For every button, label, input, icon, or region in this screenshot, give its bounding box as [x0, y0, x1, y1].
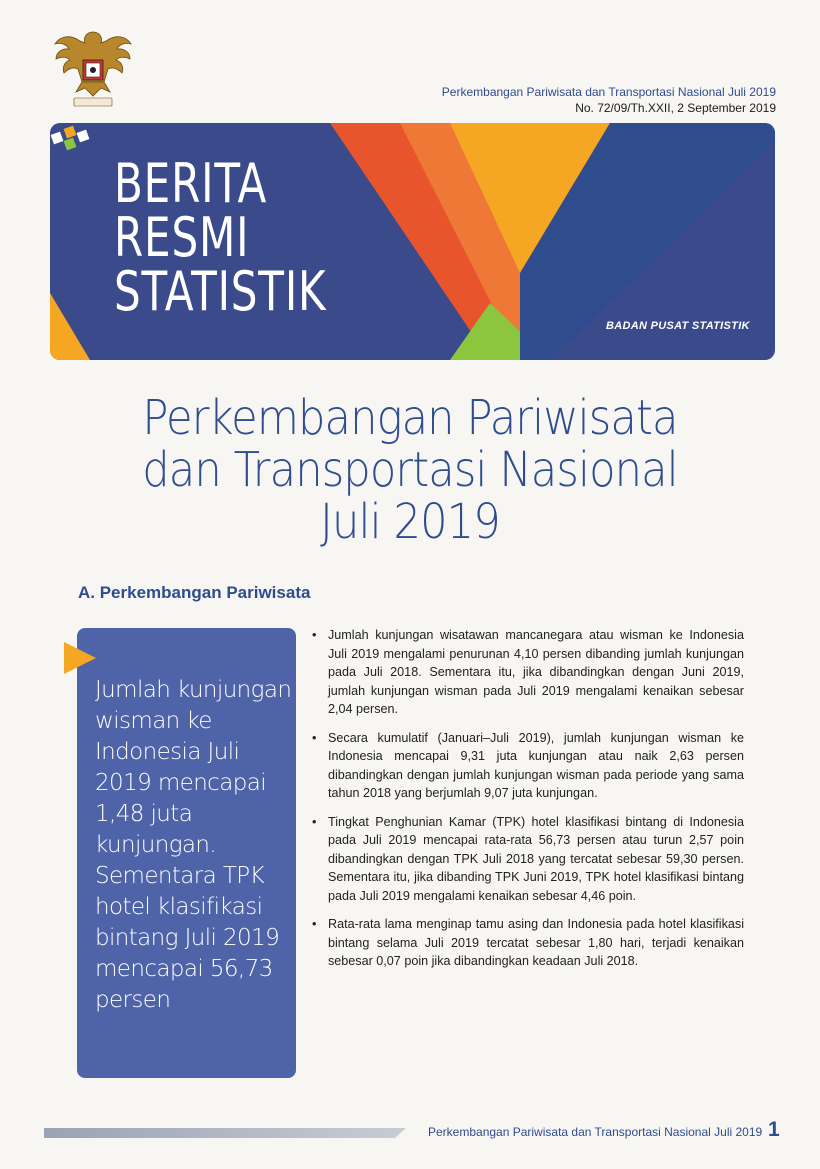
- bullet-text: Tingkat Penghunian Kamar (TPK) hotel klasifikasi bintang di Indonesia pada Juli 2019 mencapai rata-rata 56,73 persen atau turun 2,57 poin dibandingkan dengan TPK Juli 2018 yang tercatat sebesar 59,30 persen. Sementara itu, jika dibanding TPK Juni 2019, TPK hotel klasifikasi bintang pada Juli 2019 mengalami kenaikan sebesar 4,46 poin.: [328, 814, 744, 903]
- header-publication: Perkembangan Pariwisata dan Transportasi Nasional Juli 2019: [441, 85, 776, 99]
- bullet-item: [312, 626, 744, 719]
- bullet-list: [312, 626, 744, 981]
- banner-title: [114, 152, 327, 323]
- garuda-emblem-icon: [52, 26, 134, 110]
- bps-agency-name: BADAN PUSAT STATISTIK: [606, 320, 750, 332]
- banner-line: STATISTIK: [114, 260, 327, 323]
- page-title: [0, 392, 820, 548]
- banner-line: RESMI: [114, 206, 250, 269]
- bullet-item: [312, 813, 744, 906]
- brs-banner: [50, 123, 775, 360]
- title-line: Perkembangan Pariwisata: [142, 390, 678, 446]
- bps-logo-icon: [50, 123, 92, 153]
- header-number-date: No. 72/09/Th.XXII, 2 September 2019: [575, 101, 776, 115]
- title-line: Juli 2019: [320, 494, 500, 550]
- bullet-dot-icon: •: [312, 628, 317, 642]
- section-heading: A. Perkembangan Pariwisata: [78, 583, 311, 602]
- bullet-text: Rata-rata lama menginap tamu asing dan Indonesia pada hotel klasifikasi bintang selama Juli 2019 tercatat sebesar 1,80 hari, terjadi kenaikan sebesar 0,07 poin jika dibandingkan keadaan Juli 2018.: [328, 917, 744, 968]
- bullet-text: Secara kumulatif (Januari–Juli 2019), jumlah kunjungan wisman ke Indonesia mencapai 9,31 juta kunjungan atau naik 2,63 persen dibandingkan dengan jumlah kunjungan wisman pada periode yang sama tahun 2018 yang berjumlah 9,07 juta kunjungan.: [328, 730, 744, 800]
- header-info: [442, 84, 776, 116]
- footer-text: Perkembangan Pariwisata dan Transportasi Nasional Juli 2019: [428, 1125, 763, 1139]
- footer-bar: [44, 1128, 406, 1138]
- bullet-dot-icon: •: [312, 814, 317, 829]
- page-number: 1: [768, 1118, 780, 1141]
- bullet-dot-icon: •: [312, 730, 317, 745]
- callout-arrow-icon: [64, 642, 96, 674]
- bullet-text: Jumlah kunjungan wisatawan mancanegara atau wisman ke Indonesia Juli 2019 mengalami penurunan 4,10 persen dibanding jumlah kunjungan pada Juli 2018. Sementara itu, jika dibandingkan dengan Juni 2019, jumlah kunjungan wisman pada Juli 2019 mengalami kenaikan sebesar 2,04 persen.: [328, 628, 744, 716]
- banner-line: BERITA: [114, 152, 268, 215]
- bullet-item: [312, 729, 744, 803]
- title-line: dan Transportasi Nasional: [142, 442, 678, 498]
- callout-text: Jumlah kunjungan wisman ke Indonesia Juli 2019 mencapai 1,48 juta kunjungan. Sementara TPK hotel klasifikasi bintang Juli 2019 mencapai 56,73 persen: [95, 677, 292, 1013]
- bullet-dot-icon: •: [312, 917, 317, 931]
- bullet-item: [312, 915, 744, 971]
